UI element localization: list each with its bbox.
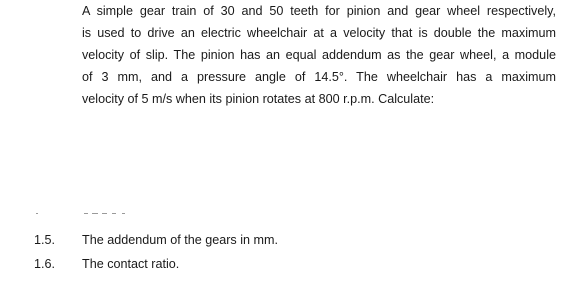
artifact-dot <box>112 213 116 214</box>
problem-line-1: A simple gear train of 30 and 50 teeth for pinion and gear wheel respectively, <box>82 4 556 18</box>
problem-statement <box>82 0 556 110</box>
artifact-dot <box>122 213 125 214</box>
problem-line-3: velocity of slip. The pinion has an equal addendum as the gear wheel, a module <box>82 48 556 62</box>
question-item <box>0 255 568 273</box>
question-text: The addendum of the gears in mm. <box>82 233 279 247</box>
question-number: 1.5. <box>34 233 56 247</box>
question-number: 1.6. <box>34 257 56 271</box>
scan-artifact-dots <box>36 213 136 217</box>
problem-line-5: velocity of 5 m/s when its pinion rotates at 800 r.p.m. Calculate: <box>82 92 435 106</box>
problem-line-4: of 3 mm, and a pressure angle of 14.5°. The wheelchair has a maximum <box>82 70 556 84</box>
artifact-dot <box>84 213 88 214</box>
question-item <box>0 231 568 249</box>
artifact-dot <box>92 213 98 214</box>
artifact-dot <box>36 213 38 214</box>
artifact-dot <box>102 213 107 214</box>
question-text: The contact ratio. <box>82 257 180 271</box>
problem-line-2: is used to drive an electric wheelchair at a velocity that is double the maximum <box>82 26 556 40</box>
